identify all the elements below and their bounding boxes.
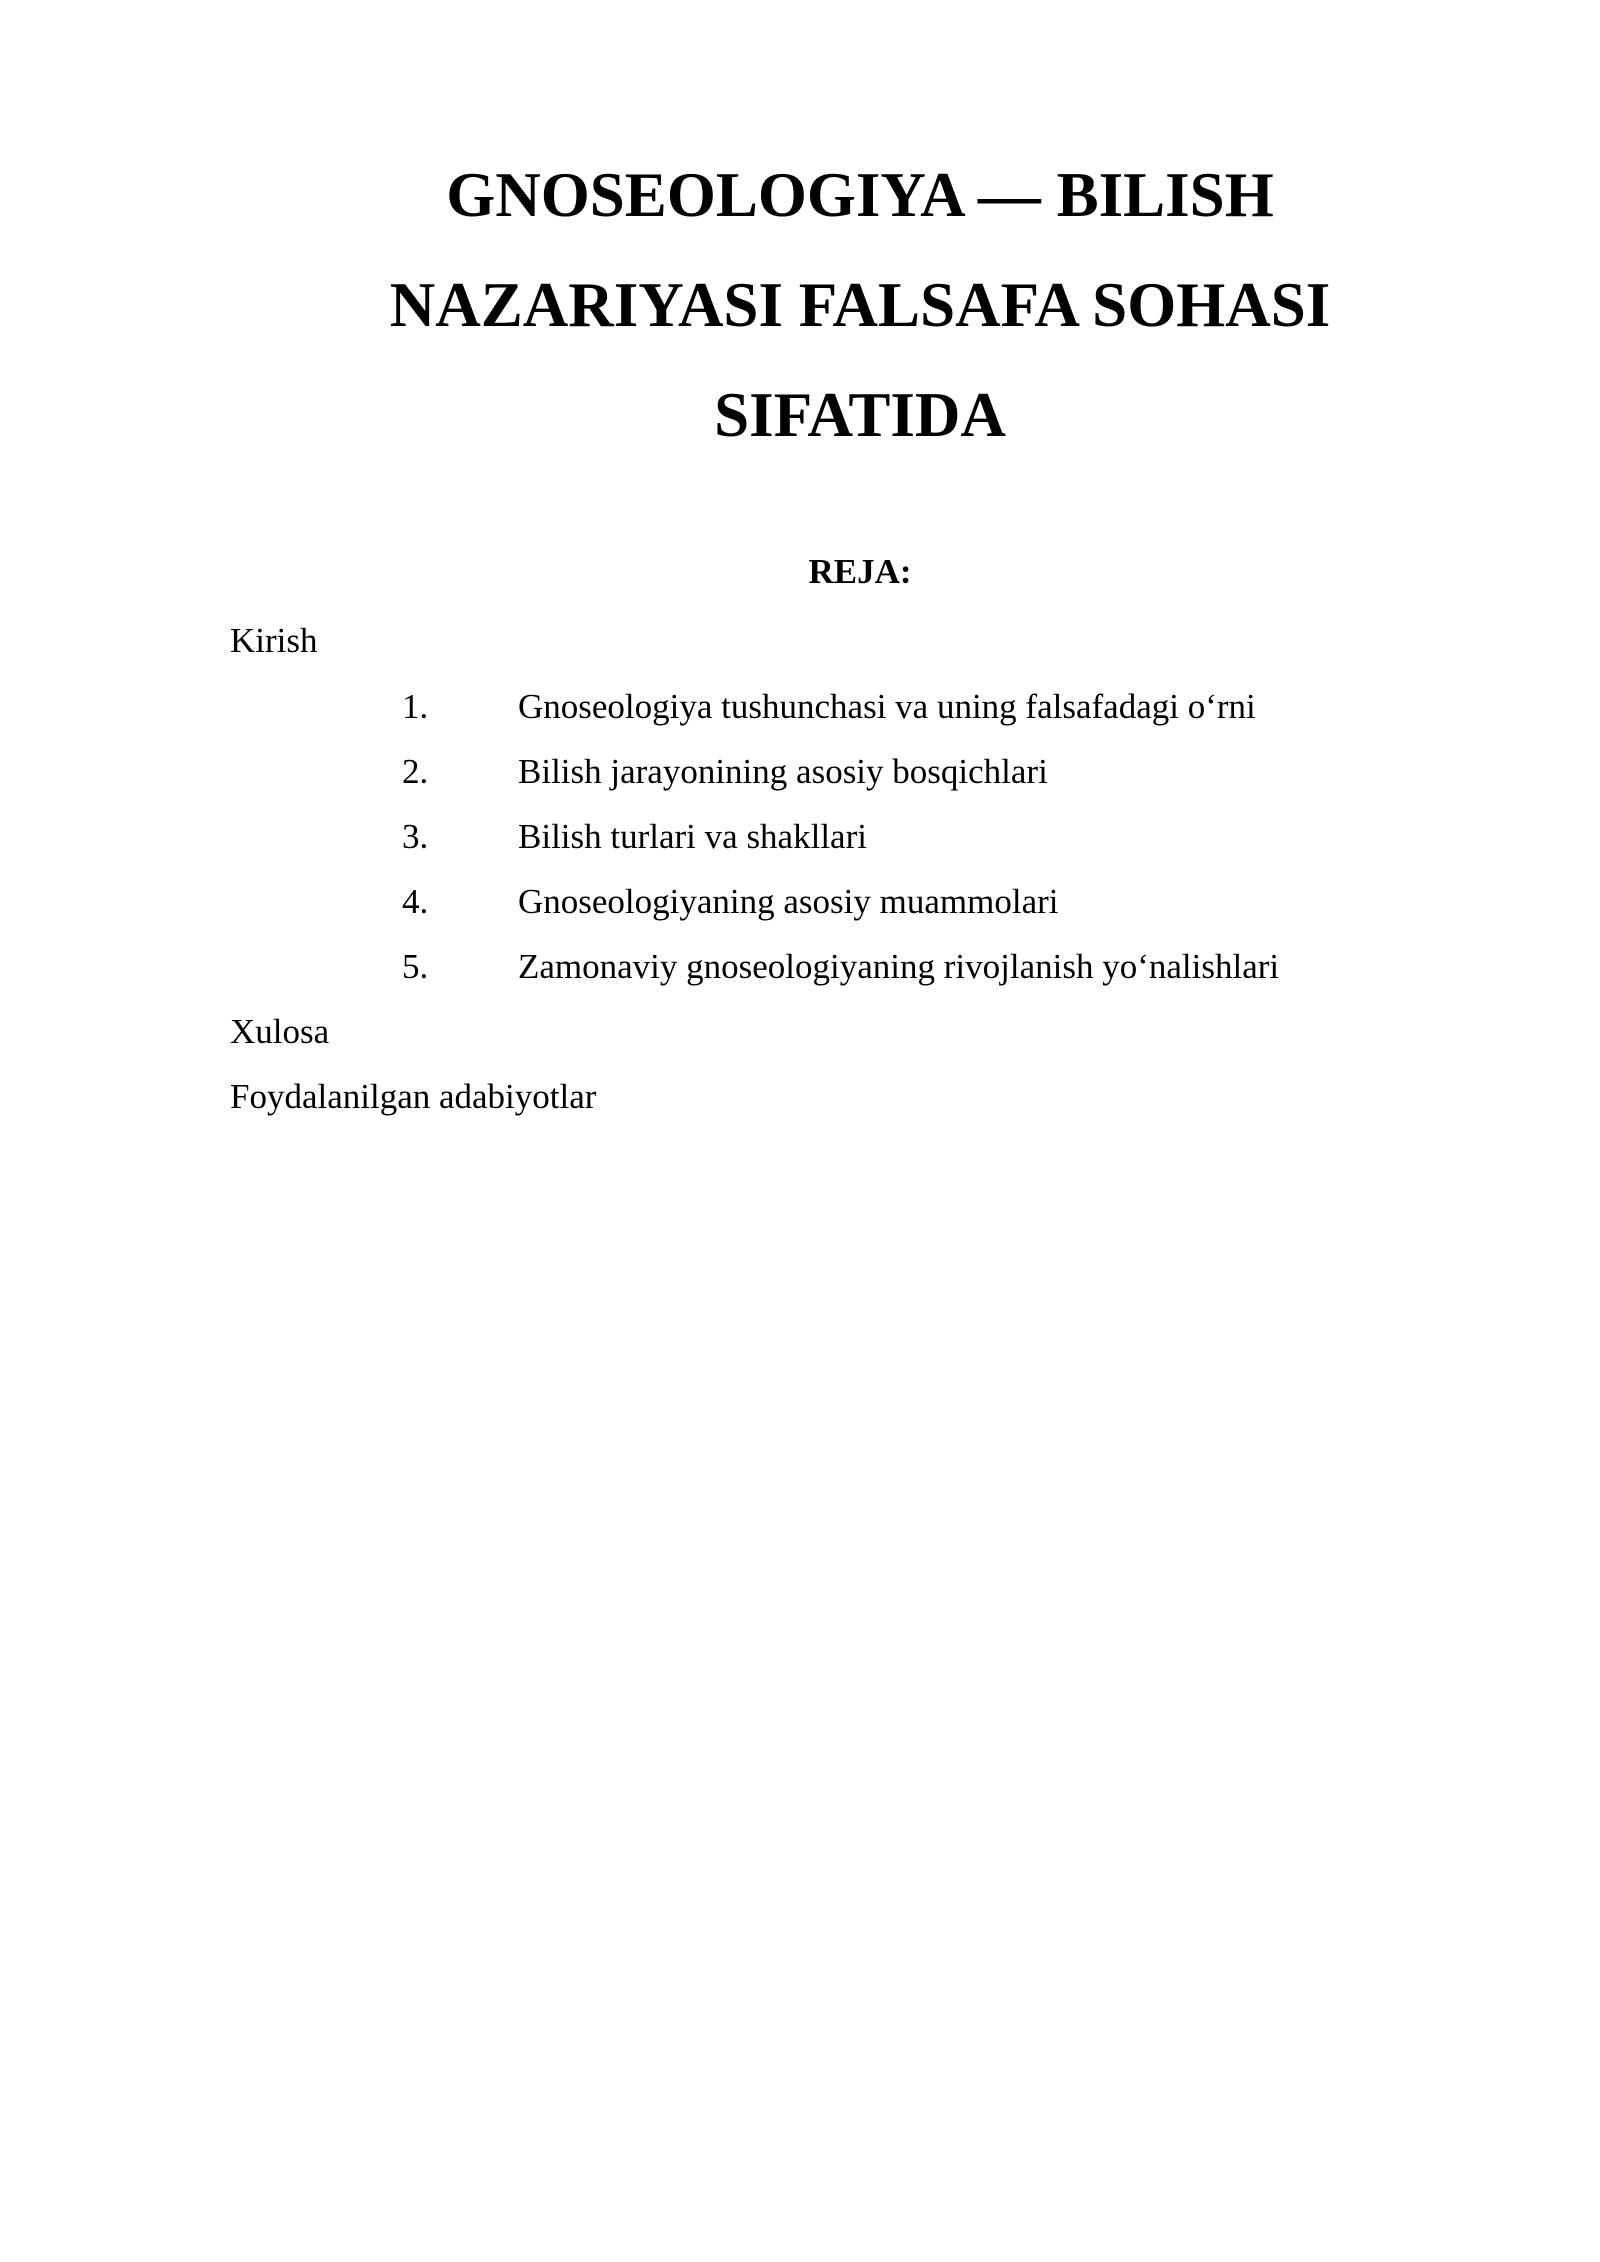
- plan-item-text: Bilish turlari va shakllari: [518, 817, 867, 856]
- plan-item-text: Gnoseologiya tushunchasi va uning falsafadagi o‘rni: [518, 687, 1256, 726]
- references-line: Foydalanilgan adabiyotlar: [230, 1077, 597, 1116]
- document-title: [360, 140, 1360, 470]
- conclusion-line: Xulosa: [230, 1012, 330, 1051]
- plan-item-number: 3.: [402, 817, 429, 856]
- title-line-1: GNOSEOLOGIYA — BILISH: [446, 160, 1274, 230]
- plan-item-number: 2.: [402, 752, 429, 791]
- plan-item-4: [230, 878, 1430, 943]
- plan-item-number: 5.: [402, 947, 429, 986]
- plan-item-5: [230, 943, 1430, 1008]
- plan-item-text: Gnoseologiyaning asosiy muammolari: [518, 882, 1059, 921]
- plan-item-number: 4.: [402, 882, 429, 921]
- plan-item-number: 1.: [402, 687, 429, 726]
- plan-item-2: [230, 748, 1430, 813]
- intro-line: Kirish: [230, 621, 318, 660]
- plan-item-text: Zamonaviy gnoseologiyaning rivojlanish yo‘nalishlari: [518, 947, 1280, 986]
- plan-item-text: Bilish jarayonining asosiy bosqichlari: [518, 752, 1048, 791]
- plan-list: [230, 683, 1430, 1008]
- plan-heading: REJA:: [808, 552, 912, 591]
- plan-item-1: [230, 683, 1430, 748]
- title-line-2: NAZARIYASI FALSAFA SOHASI: [389, 270, 1331, 340]
- plan-item-3: [230, 813, 1430, 878]
- title-line-3: SIFATIDA: [714, 380, 1006, 450]
